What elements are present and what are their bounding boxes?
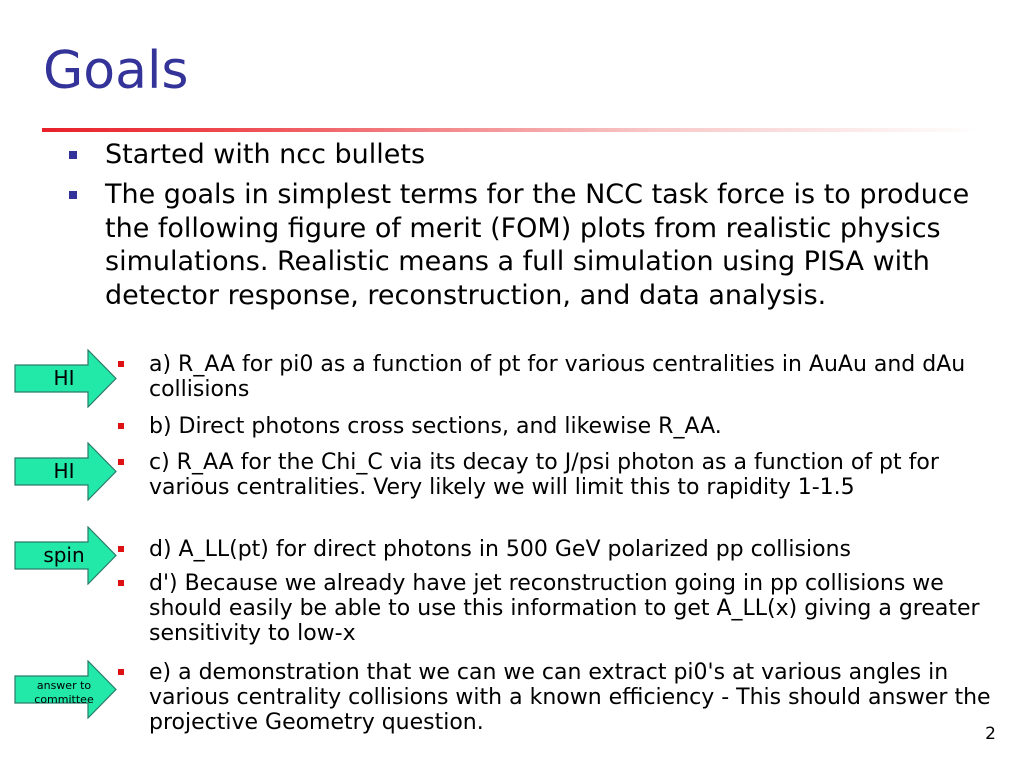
sub-bullet-text: e) a demonstration that we can we can extract pi0's at various angles in various centrality collisions with a known efficiency - This should answer the projective Geometry question.	[149, 660, 991, 735]
square-bullet-icon	[118, 580, 124, 586]
bullet-text: The goals in simplest terms for the NCC task force is to produce the following figure of merit (FOM) plots from realistic physics simulations. Realistic means a full simulation using PISA with detector response, reconstruction, and data analysis.	[105, 179, 970, 311]
sub-bullet-item	[149, 352, 1019, 402]
bullet-text: Started with ncc bullets	[105, 139, 426, 170]
bullet-item	[105, 138, 985, 172]
sub-bullet-item	[149, 414, 1019, 439]
bullet-item	[105, 178, 985, 312]
square-bullet-icon	[118, 423, 124, 429]
sub-bullet-item	[149, 571, 1019, 646]
tag-arrow-spin	[14, 526, 117, 585]
sub-bullet-text: c) R_AA for the Chi_C via its decay to J/psi photon as a function of pt for various centralities. Very likely we will limit this to rapidity 1-1.5	[149, 450, 939, 500]
square-bullet-icon	[118, 546, 124, 552]
square-bullet-icon	[118, 361, 124, 367]
page-number: 2	[985, 724, 996, 744]
square-bullet-icon	[118, 669, 124, 675]
sub-bullet-item	[149, 660, 1019, 735]
sub-bullet-text: d') Because we already have jet reconstruction going in pp collisions we should easily be able to use this information to get A_LL(x) giving a greater sensitivity to low-x	[149, 571, 980, 646]
sub-bullet-item	[149, 450, 1019, 500]
sub-bullet-item	[149, 537, 1019, 562]
square-bullet-icon	[69, 151, 77, 159]
square-bullet-icon	[118, 459, 124, 465]
tag-arrow-hi	[14, 442, 117, 501]
square-bullet-icon	[69, 191, 77, 199]
sub-bullet-text: b) Direct photons cross sections, and likewise R_AA.	[149, 414, 722, 439]
sub-bullet-text: a) R_AA for pi0 as a function of pt for various centralities in AuAu and dAu collisions	[149, 352, 966, 402]
sub-bullet-text: d) A_LL(pt) for direct photons in 500 GeV polarized pp collisions	[149, 537, 851, 562]
tag-arrow-committee	[14, 660, 117, 719]
slide-title: Goals	[43, 41, 189, 101]
tag-label: HI	[53, 459, 75, 483]
tag-label: answer to committee	[34, 679, 94, 706]
tag-label: spin	[43, 543, 85, 567]
tag-arrow-hi	[14, 349, 117, 408]
tag-label: HI	[53, 366, 75, 390]
